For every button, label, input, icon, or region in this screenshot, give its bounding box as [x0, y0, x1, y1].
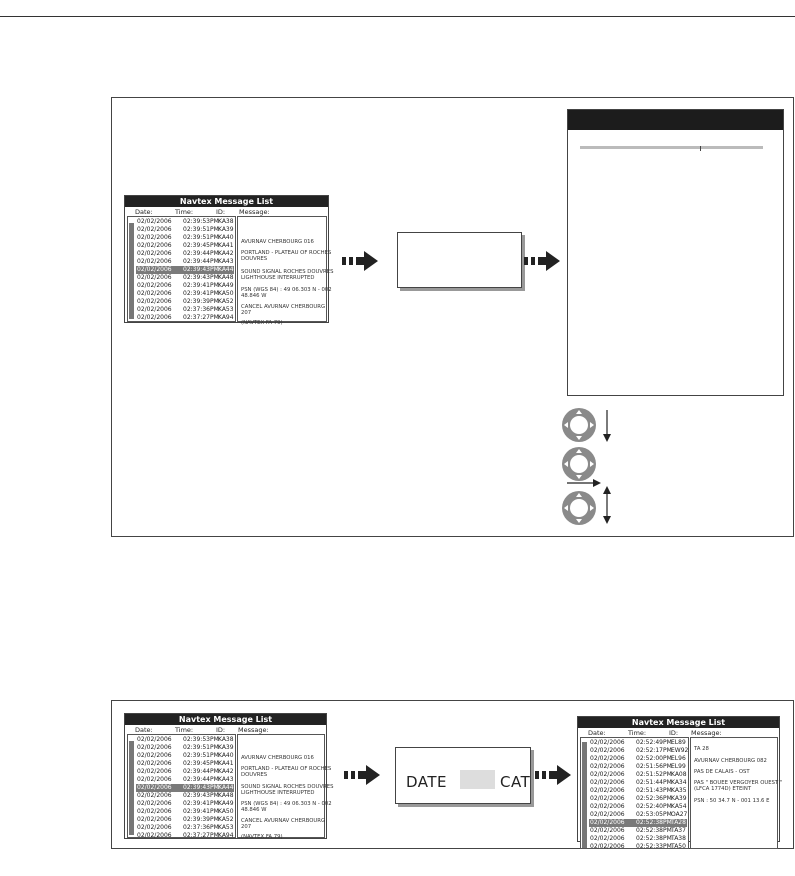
message-line: TA 28	[694, 746, 709, 752]
arrow-down-icon	[602, 410, 612, 442]
message-line: DOUVRES	[241, 772, 268, 778]
screen-title: Navtex Message List	[578, 717, 779, 728]
cell-date: 02/02/2006	[137, 776, 172, 783]
cell-id: KA43	[218, 776, 234, 783]
cell-date: 02/02/2006	[137, 282, 172, 289]
message-preview	[237, 734, 334, 840]
cell-time: 02:39:41PM	[183, 282, 219, 289]
cell-date: 02/02/2006	[137, 250, 172, 257]
table-row[interactable]	[136, 760, 234, 768]
cell-time: 02:39:53PM	[183, 218, 219, 225]
table-row[interactable]	[136, 266, 234, 274]
table-row[interactable]	[589, 843, 687, 851]
cell-time: 02:39:53PM	[183, 736, 219, 743]
message-line: AVURNAV CHERBOURG 082	[694, 758, 767, 764]
message-line: AVURNAV CHERBOURG 016	[241, 755, 314, 761]
table-row[interactable]	[589, 739, 687, 747]
cell-date: 02/02/2006	[137, 760, 172, 767]
message-line: LIGHTHOUSE INTERRUPTED	[241, 790, 315, 796]
cell-id: EL99	[671, 763, 686, 770]
cell-id: KA53	[218, 824, 234, 831]
cell-time: 02:52:40PM	[636, 803, 672, 810]
table-row[interactable]	[136, 816, 234, 824]
cell-id: KA50	[218, 290, 234, 297]
cell-id: KA52	[218, 298, 234, 305]
table-row[interactable]	[589, 795, 687, 803]
screen-title: Navtex Message List	[125, 196, 328, 207]
cell-time: 02:39:44PM	[183, 776, 219, 783]
table-row[interactable]	[136, 808, 234, 816]
column-headers	[125, 725, 326, 734]
cell-time: 02:37:36PM	[183, 306, 219, 313]
date-cat-toggle-softkey[interactable]	[395, 747, 531, 804]
cell-time: 02:39:39PM	[183, 816, 219, 823]
cell-time: 02:37:36PM	[183, 824, 219, 831]
table-row[interactable]	[589, 803, 687, 811]
cell-id: KA39	[218, 744, 234, 751]
arrow-right-small-icon	[567, 478, 601, 488]
navtex-message-list-screen-before	[124, 713, 334, 840]
screen-title: Navtex Message List	[125, 714, 326, 725]
message-line: (NAVTEX FA 79)	[241, 834, 283, 840]
cell-id: KA38	[218, 218, 234, 225]
cell-date: 02/02/2006	[590, 739, 625, 746]
cell-time: 02:39:51PM	[183, 744, 219, 751]
cell-time: 02:39:45PM	[183, 760, 219, 767]
message-line: PORTLAND - PLATEAU OF ROCHES	[241, 250, 332, 256]
table-row[interactable]	[136, 298, 234, 306]
cell-time: 02:52:00PM	[636, 755, 672, 762]
col-time: Time:	[628, 729, 647, 737]
cell-time: 02:39:43PM	[183, 784, 219, 791]
diagram-1-frame	[111, 97, 794, 537]
cell-date: 02/02/2006	[137, 816, 172, 823]
cell-time: 02:39:41PM	[183, 808, 219, 815]
message-line: 48.846 W	[241, 807, 267, 813]
message-line: DOUVRES	[241, 256, 268, 262]
cell-date: 02/02/2006	[137, 768, 172, 775]
column-headers	[578, 728, 779, 737]
col-id: ID:	[216, 208, 226, 216]
arrow-up-down-icon	[602, 486, 612, 524]
list-header-strip	[580, 146, 763, 149]
cell-date: 02/02/2006	[137, 752, 172, 759]
cell-time: 02:39:43PM	[183, 792, 219, 799]
table-row[interactable]	[136, 736, 234, 744]
cell-date: 02/02/2006	[137, 242, 172, 249]
cell-id: KA34	[671, 779, 687, 786]
message-list[interactable]	[127, 216, 236, 322]
cell-date: 02/02/2006	[590, 779, 625, 786]
cell-time: 02:39:43PM	[183, 266, 219, 273]
table-row[interactable]	[136, 768, 234, 776]
cell-time: 02:37:27PM	[183, 832, 219, 839]
col-time: Time:	[175, 208, 194, 216]
message-line: LIGHTHOUSE INTERRUPTED	[241, 275, 315, 281]
table-row[interactable]	[136, 274, 234, 282]
message-line: (LFCA 1774D) ETEINT	[694, 786, 752, 792]
cell-id: TA37	[671, 827, 686, 834]
cell-date: 02/02/2006	[590, 795, 625, 802]
col-date: Date:	[135, 208, 153, 216]
table-row[interactable]	[136, 290, 234, 298]
message-line: PAS " BOUEE VERGOYER OUEST "	[694, 780, 783, 786]
scrollbar[interactable]	[582, 742, 587, 848]
cell-date: 02/02/2006	[137, 258, 172, 265]
cell-date: 02/02/2006	[137, 306, 172, 313]
cell-time: 02:39:51PM	[183, 234, 219, 241]
table-row[interactable]	[136, 314, 234, 322]
table-row[interactable]	[136, 792, 234, 800]
trackpad-up-down-icon	[561, 490, 597, 526]
cell-id: KA39	[218, 226, 234, 233]
table-row[interactable]	[136, 242, 234, 250]
message-line: AVURNAV CHERBOURG 016	[241, 239, 314, 245]
message-line: CANCEL AVURNAV CHERBOURG	[241, 818, 326, 824]
cell-time: 02:39:44PM	[183, 258, 219, 265]
table-row[interactable]	[136, 306, 234, 314]
trackpad-down-icon	[561, 407, 597, 443]
cell-date: 02/02/2006	[590, 843, 625, 850]
cell-time: 02:39:44PM	[183, 768, 219, 775]
cell-date: 02/02/2006	[137, 736, 172, 743]
cell-date: 02/02/2006	[137, 744, 172, 751]
table-row[interactable]	[136, 824, 234, 832]
table-row[interactable]	[136, 800, 234, 808]
cell-date: 02/02/2006	[137, 290, 172, 297]
cell-time: 02:52:49PM	[636, 739, 672, 746]
cell-time: 02:39:41PM	[183, 290, 219, 297]
cell-date: 02/02/2006	[137, 234, 172, 241]
cell-id: KA40	[218, 234, 234, 241]
table-row[interactable]	[136, 776, 234, 784]
cell-id: KA52	[218, 816, 234, 823]
cell-id: KA40	[218, 752, 234, 759]
message-line: PSN : 50 34.7 N - 001 13.6 E	[694, 798, 770, 804]
trackpad-right-icon	[561, 446, 597, 482]
col-message: Message:	[239, 208, 270, 216]
table-row[interactable]	[589, 771, 687, 779]
cell-date: 02/02/2006	[137, 824, 172, 831]
cell-time: 02:53:05PM	[636, 811, 672, 818]
page-top-rule	[0, 16, 795, 17]
cell-id: KA42	[218, 768, 234, 775]
table-row[interactable]	[136, 832, 234, 840]
cell-id: KA53	[218, 306, 234, 313]
cell-time: 02:52:33PM	[636, 843, 672, 850]
table-row[interactable]	[136, 752, 234, 760]
softkey-cat-label: CAT	[500, 773, 531, 791]
cell-id: TA28	[671, 819, 686, 826]
cell-date: 02/02/2006	[590, 787, 625, 794]
cell-id: KA44	[218, 266, 234, 273]
message-line: 48.846 W	[241, 293, 267, 299]
cell-date: 02/02/2006	[590, 827, 625, 834]
cell-time: 02:52:36PM	[636, 795, 672, 802]
table-row[interactable]	[136, 234, 234, 242]
navtex-message-list-screen	[124, 195, 334, 326]
cell-id: KA48	[218, 792, 234, 799]
message-line: (NAVTEX FA 79)	[241, 320, 283, 326]
cell-date: 02/02/2006	[137, 266, 172, 273]
cell-time: 02:51:44PM	[636, 779, 672, 786]
cell-date: 02/02/2006	[590, 755, 625, 762]
list-column-divider	[700, 146, 701, 151]
cell-time: 02:52:38PM	[636, 835, 672, 842]
cell-date: 02/02/2006	[137, 792, 172, 799]
table-row[interactable]	[589, 835, 687, 843]
cell-id: KA50	[218, 808, 234, 815]
cell-id: KA49	[218, 800, 234, 807]
toggle-highlight	[460, 770, 495, 789]
cell-time: 02:51:56PM	[636, 763, 672, 770]
cell-time: 02:52:38PM	[636, 827, 672, 834]
cell-date: 02/02/2006	[590, 771, 625, 778]
column-headers	[125, 207, 328, 216]
cell-id: KA54	[671, 803, 687, 810]
message-line: 207	[241, 310, 252, 316]
softkey-button[interactable]	[397, 232, 522, 288]
message-line: PSN (WGS 84) : 49 06.303 N - 002	[241, 801, 332, 807]
col-message: Message:	[691, 729, 722, 737]
cell-time: 02:51:52PM	[636, 771, 672, 778]
table-row[interactable]	[589, 779, 687, 787]
cell-id: EL89	[671, 739, 686, 746]
cell-time: 02:51:43PM	[636, 787, 672, 794]
table-row[interactable]	[589, 747, 687, 755]
cell-id: KA94	[218, 314, 234, 321]
message-line: CANCEL AVURNAV CHERBOURG	[241, 304, 326, 310]
col-time: Time:	[175, 726, 194, 734]
col-id: ID:	[216, 726, 226, 734]
col-date: Date:	[588, 729, 606, 737]
cell-date: 02/02/2006	[590, 811, 625, 818]
arrow-right-icon	[524, 251, 560, 271]
cell-id: KA49	[218, 282, 234, 289]
cell-id: KA42	[218, 250, 234, 257]
cell-date: 02/02/2006	[137, 784, 172, 791]
cell-date: 02/02/2006	[137, 832, 172, 839]
message-line: SOUND SIGNAL ROCHES DOUVRES	[241, 784, 334, 790]
message-list[interactable]	[127, 734, 236, 838]
diagram-2-frame	[111, 700, 794, 849]
navtex-message-list-screen-after	[577, 716, 783, 850]
cell-date: 02/02/2006	[590, 747, 625, 754]
scrollbar[interactable]	[129, 741, 134, 835]
cell-id: EW92	[671, 747, 689, 754]
cell-id: KA08	[671, 771, 687, 778]
cell-id: KA44	[218, 784, 234, 791]
list-title-bar	[568, 110, 783, 130]
selection-list-screen	[567, 109, 784, 396]
cell-time: 02:39:51PM	[183, 752, 219, 759]
table-row[interactable]	[589, 811, 687, 819]
message-line: PSN (WGS 84) : 49 06.303 N - 002	[241, 287, 332, 293]
table-row[interactable]	[136, 250, 234, 258]
cell-id: KA94	[218, 832, 234, 839]
cell-id: KA39	[671, 795, 687, 802]
cell-date: 02/02/2006	[137, 218, 172, 225]
col-message: Message:	[238, 726, 269, 734]
table-row[interactable]	[136, 218, 234, 226]
cell-id: KA48	[218, 274, 234, 281]
cell-id: KA35	[671, 787, 687, 794]
cell-date: 02/02/2006	[137, 298, 172, 305]
message-preview	[690, 737, 783, 849]
cell-time: 02:39:44PM	[183, 250, 219, 257]
table-row[interactable]	[589, 755, 687, 763]
cell-time: 02:52:38PM	[636, 819, 672, 826]
cell-time: 02:37:27PM	[183, 314, 219, 321]
arrow-right-icon	[344, 765, 380, 785]
message-preview	[237, 216, 334, 326]
cell-id: KA43	[218, 258, 234, 265]
table-row[interactable]	[136, 258, 234, 266]
cell-date: 02/02/2006	[590, 819, 625, 826]
cell-id: TA38	[671, 835, 686, 842]
cell-date: 02/02/2006	[137, 314, 172, 321]
cell-id: EL96	[671, 755, 686, 762]
cell-date: 02/02/2006	[137, 800, 172, 807]
table-row[interactable]	[136, 282, 234, 290]
cell-time: 02:39:41PM	[183, 800, 219, 807]
cell-id: KA41	[218, 242, 234, 249]
cell-time: 02:52:17PM	[636, 747, 672, 754]
arrow-right-icon	[535, 765, 571, 785]
table-row[interactable]	[589, 763, 687, 771]
cell-date: 02/02/2006	[137, 274, 172, 281]
table-row[interactable]	[136, 226, 234, 234]
table-row[interactable]	[136, 784, 234, 792]
table-row[interactable]	[589, 819, 687, 827]
message-line: SOUND SIGNAL ROCHES DOUVRES	[241, 269, 334, 275]
cell-time: 02:39:51PM	[183, 226, 219, 233]
cell-date: 02/02/2006	[590, 835, 625, 842]
cell-time: 02:39:45PM	[183, 242, 219, 249]
table-row[interactable]	[589, 787, 687, 795]
table-row[interactable]	[136, 744, 234, 752]
scrollbar[interactable]	[129, 223, 134, 319]
cell-time: 02:39:43PM	[183, 274, 219, 281]
softkey-date-label: DATE	[406, 773, 448, 791]
cell-date: 02/02/2006	[590, 763, 625, 770]
message-line: 207	[241, 824, 252, 830]
cell-id: TA50	[671, 843, 686, 850]
table-row[interactable]	[589, 827, 687, 835]
message-list[interactable]	[580, 737, 689, 849]
message-line: PORTLAND - PLATEAU OF ROCHES	[241, 766, 332, 772]
col-date: Date:	[135, 726, 153, 734]
col-id: ID:	[669, 729, 679, 737]
cell-date: 02/02/2006	[137, 808, 172, 815]
cell-date: 02/02/2006	[590, 803, 625, 810]
cell-date: 02/02/2006	[137, 226, 172, 233]
arrow-right-icon	[342, 251, 378, 271]
cell-id: KA38	[218, 736, 234, 743]
cell-id: OA27	[671, 811, 688, 818]
cell-time: 02:39:39PM	[183, 298, 219, 305]
cell-id: KA41	[218, 760, 234, 767]
message-line: PAS DE CALAIS - OST	[694, 769, 750, 775]
